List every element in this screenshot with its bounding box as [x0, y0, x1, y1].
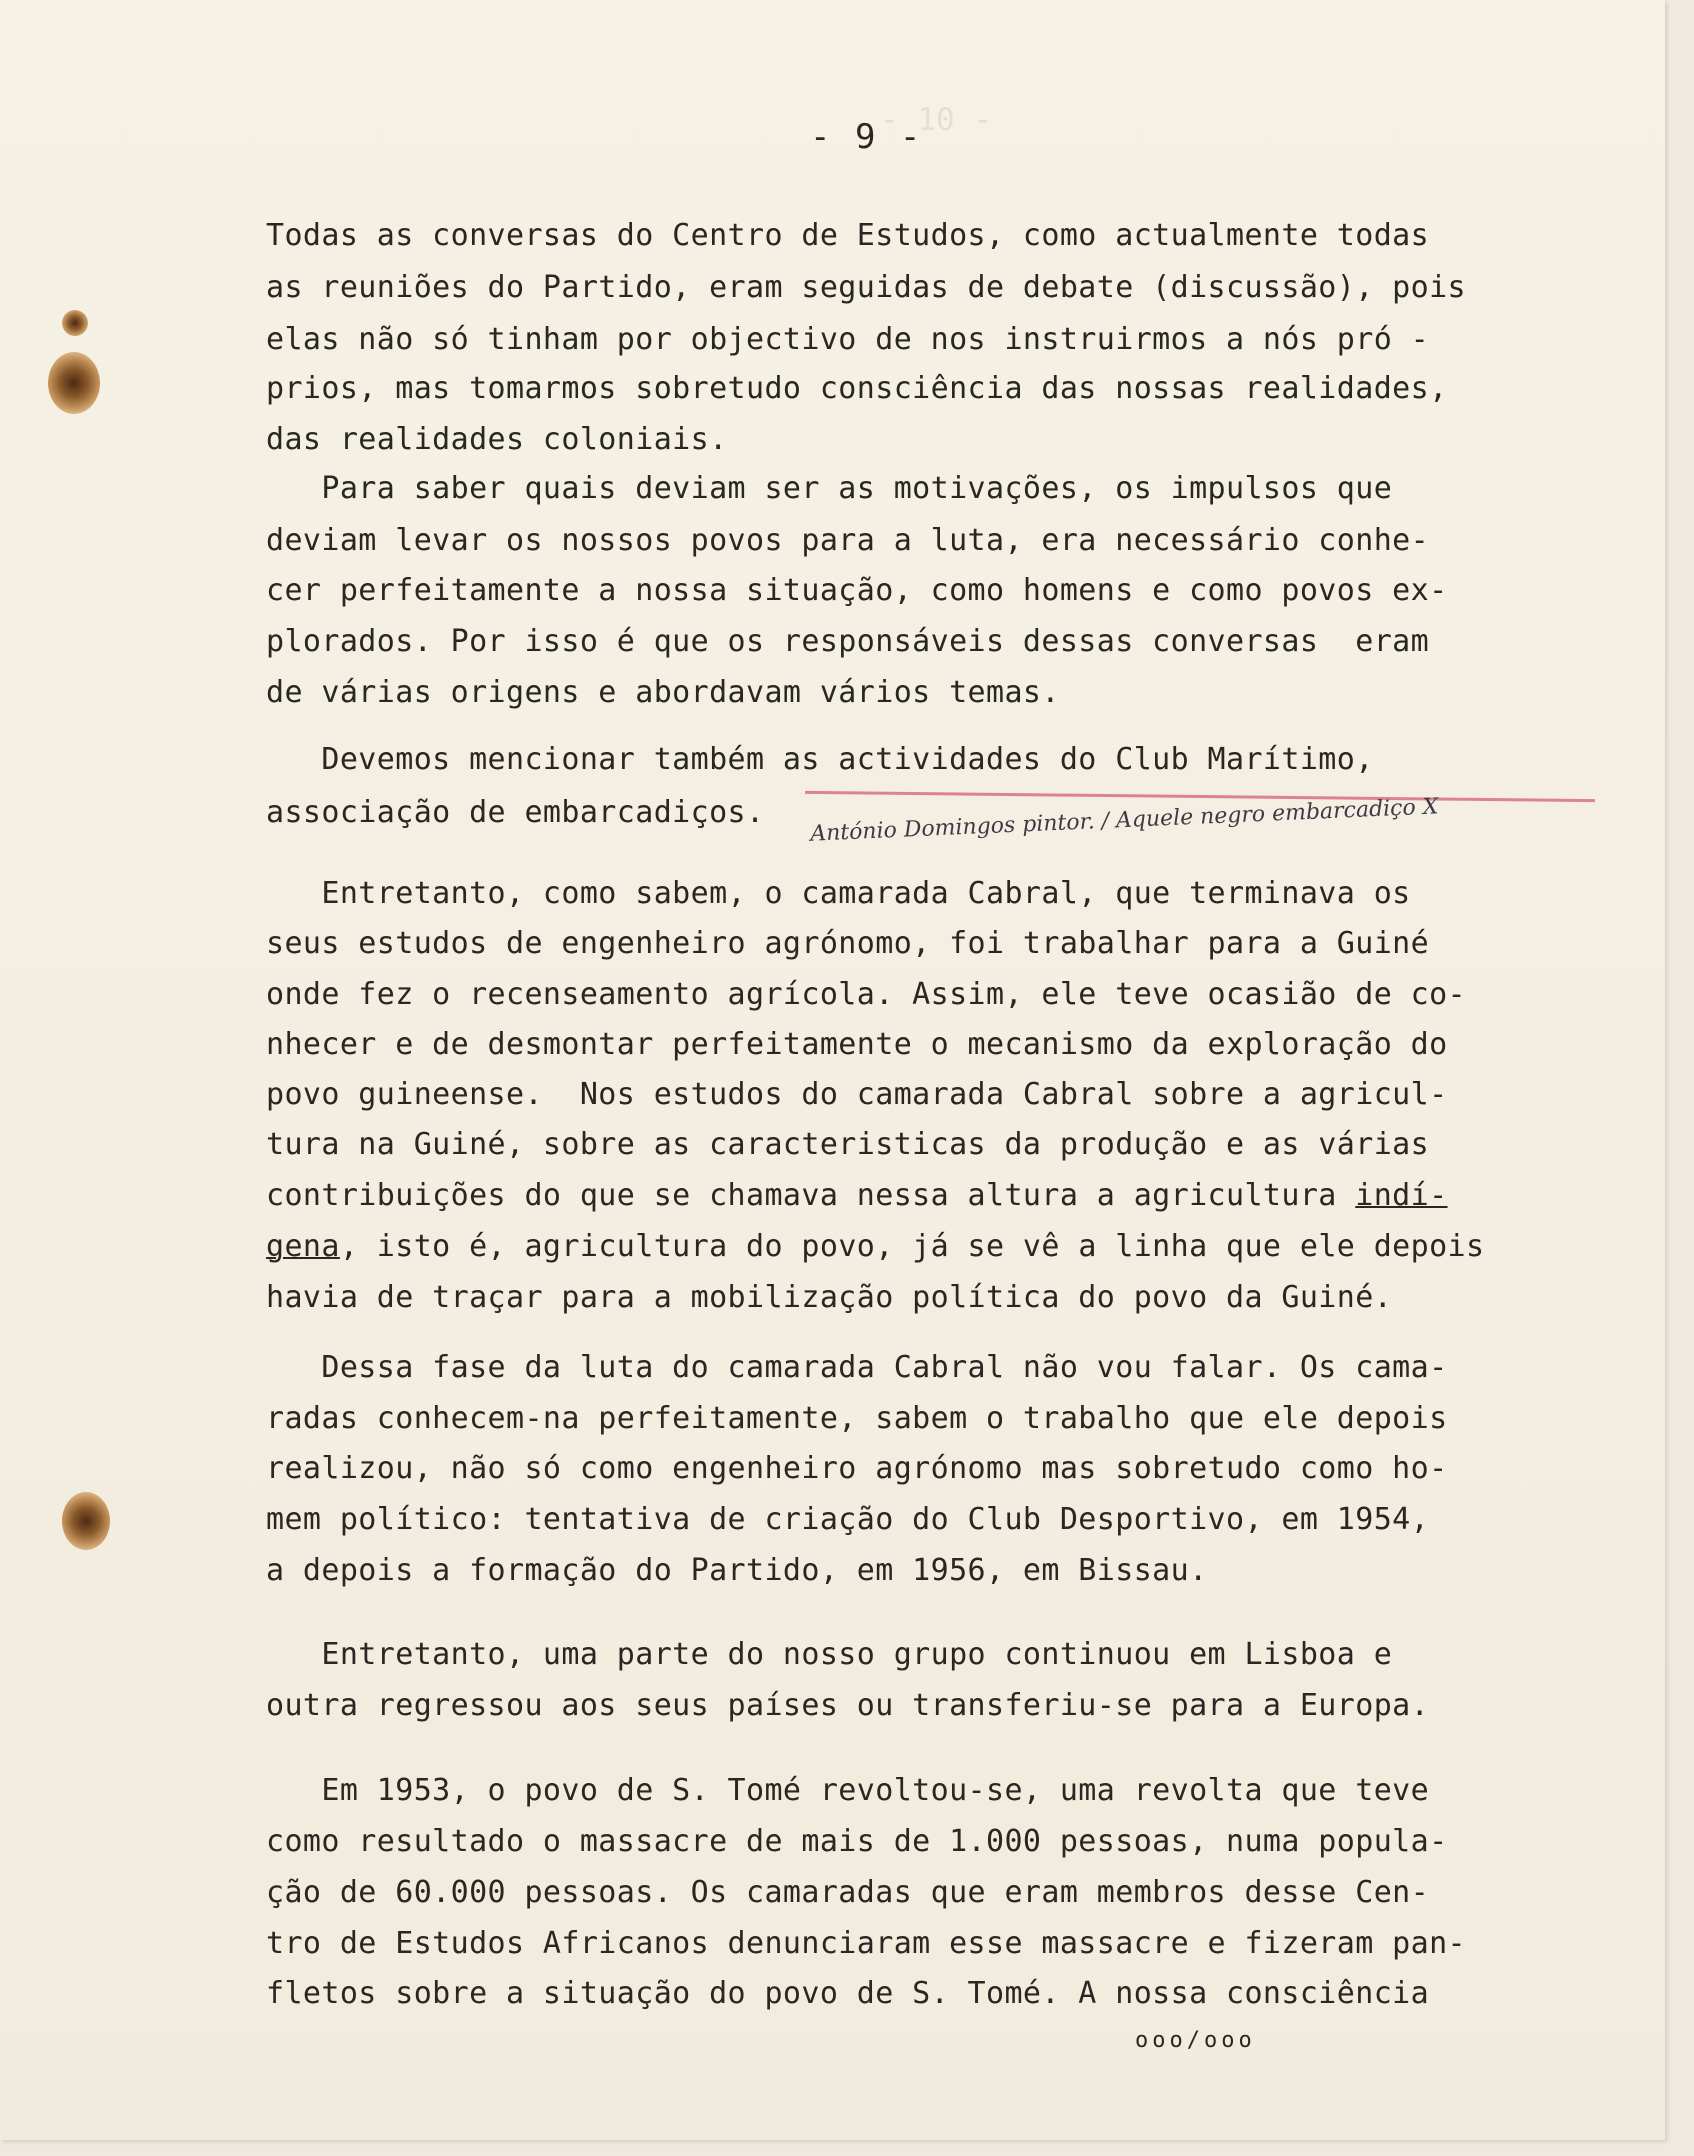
- text-line: prios, mas tomarmos sobretudo consciência das nossas realidades,: [266, 371, 1448, 406]
- text-line: a depois a formação do Partido, em 1956, em Bissau.: [266, 1553, 1208, 1588]
- text-line: contribuições do que se chamava nessa altura a agricultura indí-: [266, 1178, 1448, 1213]
- text-line: outra regressou aos seus países ou transferiu-se para a Europa.: [266, 1688, 1430, 1723]
- text-line: seus estudos de engenheiro agrónomo, foi trabalhar para a Guiné: [266, 926, 1430, 961]
- text-line: Entretanto, como sabem, o camarada Cabral, que terminava os: [266, 876, 1411, 911]
- text-line: as reuniões do Partido, eram seguidas de debate (discussão), pois: [266, 270, 1466, 305]
- continuation-mark: ooo/ooo: [1135, 2028, 1256, 2053]
- text-line: como resultado o massacre de mais de 1.000 pessoas, numa popula-: [266, 1824, 1448, 1859]
- handwritten-annotation: António Domingos pintor. / Aquele negro embarcadiço X: [809, 794, 1439, 847]
- text-line: Entretanto, uma parte do nosso grupo continuou em Lisboa e: [266, 1637, 1393, 1672]
- text-line: associação de embarcadiços.: [266, 795, 765, 830]
- text-line: Em 1953, o povo de S. Tomé revoltou-se, uma revolta que teve: [266, 1773, 1430, 1808]
- text-line: plorados. Por isso é que os responsáveis dessas conversas eram: [266, 624, 1430, 659]
- text-line: de várias origens e abordavam vários temas.: [266, 675, 1060, 710]
- reverse-side-bleed-through: - 10 -: [880, 102, 992, 138]
- text-line: tura na Guiné, sobre as caracteristicas da produção e as várias: [266, 1127, 1430, 1162]
- text-line: tro de Estudos Africanos denunciaram esse massacre e fizeram pan-: [266, 1926, 1466, 1961]
- text-line: Dessa fase da luta do camarada Cabral não vou falar. Os cama-: [266, 1350, 1448, 1385]
- text-line: povo guineense. Nos estudos do camarada Cabral sobre a agricul-: [266, 1077, 1448, 1112]
- text-line: ção de 60.000 pessoas. Os camaradas que eram membros desse Cen-: [266, 1875, 1430, 1910]
- punch-hole-rust-lower: [62, 1492, 110, 1550]
- text-line: havia de traçar para a mobilização política do povo da Guiné.: [266, 1280, 1393, 1315]
- page-number: - 9 -: [810, 117, 923, 157]
- text-line: nhecer e de desmontar perfeitamente o mecanismo da exploração do: [266, 1027, 1448, 1062]
- text-line: deviam levar os nossos povos para a luta, era necessário conhe-: [266, 523, 1430, 558]
- text-line: cer perfeitamente a nossa situação, como homens e como povos ex-: [266, 573, 1448, 608]
- text-line: mem político: tentativa de criação do Club Desportivo, em 1954,: [266, 1502, 1430, 1537]
- text-line: Para saber quais deviam ser as motivações, os impulsos que: [266, 471, 1393, 506]
- text-line: Devemos mencionar também as actividades do Club Marítimo,: [266, 742, 1374, 777]
- text-line: fletos sobre a situação do povo de S. Tomé. A nossa consciência: [266, 1976, 1430, 2011]
- text-line: das realidades coloniais.: [266, 422, 728, 457]
- text-line: realizou, não só como engenheiro agrónomo mas sobretudo como ho-: [266, 1451, 1448, 1486]
- text-line: elas não só tinham por objectivo de nos instruirmos a nós pró -: [266, 322, 1430, 357]
- text-line: radas conhecem-na perfeitamente, sabem o trabalho que ele depois: [266, 1401, 1448, 1436]
- text-line: gena, isto é, agricultura do povo, já se vê a linha que ele depois: [266, 1229, 1485, 1264]
- punch-hole-rust-upper: [48, 352, 100, 414]
- text-line: onde fez o recenseamento agrícola. Assim, ele teve ocasião de co-: [266, 977, 1466, 1012]
- punch-hole-top: [62, 310, 88, 336]
- text-line: Todas as conversas do Centro de Estudos, como actualmente todas: [266, 218, 1430, 253]
